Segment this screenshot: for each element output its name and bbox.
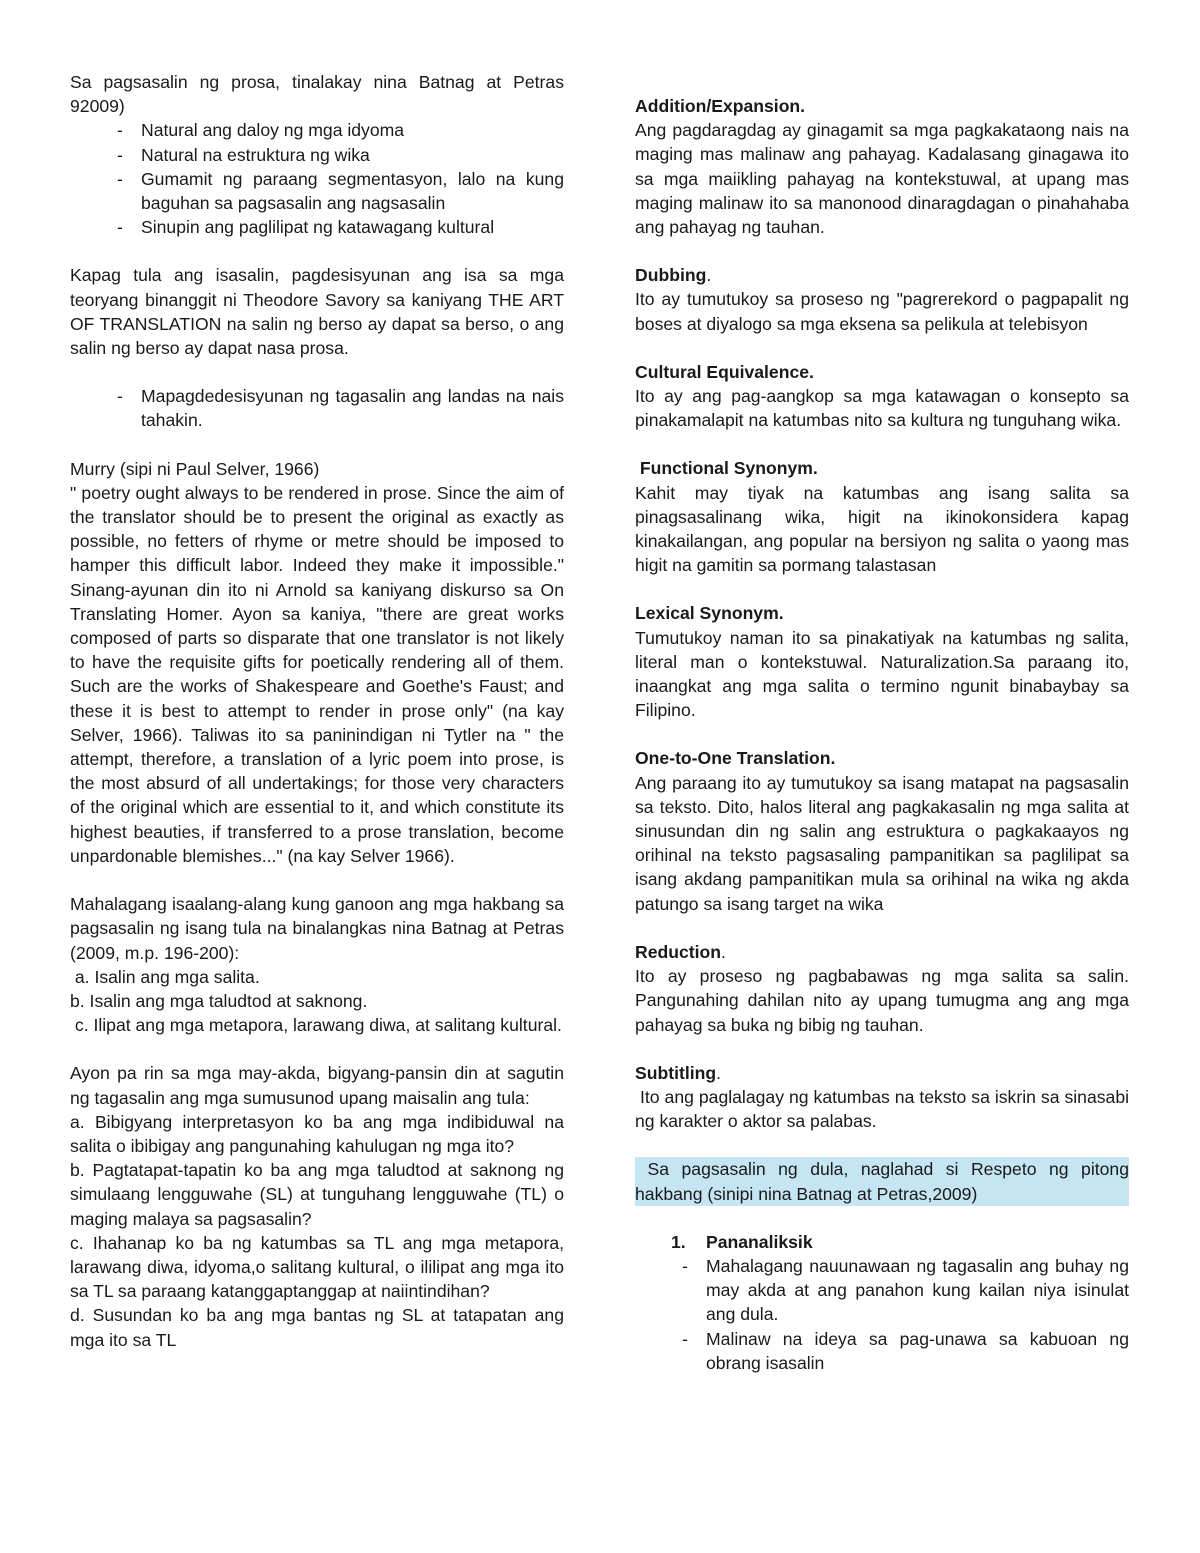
hakbang-item: b. Isalin ang mga taludtod at saknong. [70, 990, 368, 1011]
section-dubbing [635, 263, 1129, 336]
section-functional-synonym [635, 456, 1129, 577]
section-reduction [635, 940, 1129, 1037]
section-cultural-equivalence [635, 360, 1129, 433]
section-heading: One-to-One Translation. [635, 748, 836, 769]
section-heading: Functional Synonym. [635, 458, 818, 479]
right-column [635, 94, 1134, 1375]
heading-suffix: . [716, 1062, 721, 1083]
section-body: Ito ay proseso ng pagbabawas ng mga salita sa salin. Pangunahing dahilan nito ay upang tumugma ang ang mga pahayag sa buka ng bibig ng tauhan. [635, 966, 1129, 1035]
prose-intro: Sa pagsasalin ng prosa, tinalakay nina Batnag at Petras 92009) [70, 72, 564, 117]
heading-suffix: . [721, 941, 726, 962]
section-body: Kahit may tiyak na katumbas ang isang salita sa pinagsasalinang wika, higit na ikinokonsidera kapag kinakailangan, ang popular na bersiyon ng salita o yaong mas higit na gamitin sa pormang talastasan [635, 482, 1129, 576]
murry-quote: " poetry ought always to be rendered in prose. Since the aim of the translator should be to present the original as exactly as possible, no fetters of rhyme or metre should be imposed to hamper this difficult labor. Indeed they make it impossible." Sinang-ayunan din ito ni Arnold sa kaniyang diskurso sa On Translating Homer. Ayon sa kaniya, "there are great works composed of parts so disparate that one translator is not likely to have the requisite gifts for poetically rendering all of them. Such are the works of Shakespeare and Goethe's Faust; and these it is best to attempt to render in prose only" (na kay Selver, 1966). Taliwas ito sa paninindigan ni Tytler na " the attempt, therefore, a translation of a lyric poem into prose, is the most absurd of all undertakings; for those very characters of the original which are essential to it, and which constitute its highest beauties, if transferred to a prose translation, become unpardonable blemishes..." (na kay Selver 1966). [70, 482, 564, 866]
section-addition [635, 94, 1129, 239]
ayon-intro: Ayon pa rin sa mga may-akda, bigyang-pansin din at sagutin ng tagasalin ang mga sumusunod upang maisalin ang tula: [70, 1063, 564, 1108]
section-body: Ang pagdaragdag ay ginagamit sa mga pagkakataong nais na maging mas malinaw ang pahayag. Kadalasang ginagawa ito sa mga maiikling pahayag na kontekstuwal, at upang mas maging malinaw ito sa manonood dinaragdagan o pinahahaba ang pahayag ng tauhan. [635, 120, 1129, 238]
section-body: Tumutukoy naman ito sa pinakatiyak na katumbas ng salita, literal man o kontekstuwal. Naturalization.Sa paraang ito, inaangkat ang mga salita o termino ngunit binabaybay sa Filipino. [635, 627, 1129, 721]
section-heading: Subtitling [635, 1062, 717, 1083]
list-item: - Gumamit ng paraang segmentasyon, lalo na kung baguhan sa pagsasalin ang nagsasalin [70, 167, 564, 215]
list-item: - Malinaw na ideya sa pag-unawa sa kabuoan ng obrang isasalin [635, 1327, 1129, 1375]
list-item: - Natural ang daloy ng mga idyoma [70, 118, 564, 142]
left-column [70, 70, 564, 1352]
list-item: - Natural na estruktura ng wika [70, 143, 564, 167]
hakbang-item: c. Ilipat ang mga metapora, larawang diwa, at salitang kultural. [70, 1015, 562, 1036]
section-lexical-synonym [635, 601, 1129, 722]
step-bullet-list [635, 1254, 1129, 1375]
tanong-item: c. Ihahanap ko ba ng katumbas sa TL ang mga metapora, larawang diwa, idyoma,o salitang kultural, o ililipat ang mga ito sa TL sa paraang katanggaptanggap at naiintindihan? [70, 1232, 564, 1302]
section-one-to-one [635, 746, 1129, 915]
tanong-item: b. Pagtatapat-tapatin ko ba ang mga taludtod at saknong ng simulaang lengguwahe (SL) at tunguhang lengguwahe (TL) o maging malaya sa pagsasalin? [70, 1160, 564, 1229]
tanong-item: d. Susundan ko ba ang mga bantas ng SL at tatapatan ang mga ito sa TL [70, 1305, 564, 1350]
section-heading: Cultural Equivalence. [635, 361, 814, 382]
section-heading: Lexical Synonym. [635, 603, 784, 624]
heading-suffix: . [706, 265, 712, 286]
section-body: Ito ay tumutukoy sa proseso ng "pagrerekord o pagpapalit ng boses at diyalogo sa mga eksena sa pelikula at telebisyon [635, 289, 1129, 334]
murry-source: Murry (sipi ni Paul Selver, 1966) [70, 458, 320, 479]
section-heading: Dubbing [635, 265, 707, 286]
tanong-item: a. Bibigyang interpretasyon ko ba ang mga indibiduwal na salita o ibibigay ang pangunahing kahulugan ng mga ito? [70, 1111, 564, 1156]
hakbang-intro: Mahalagang isaalang-alang kung ganoon ang mga hakbang sa pagsasalin ng isang tula na binalangkas nina Batnag at Petras (2009, m.p. 196-200): [70, 894, 564, 963]
section-body: Ito ay ang pag-aangkop sa mga katawagan o konsepto sa pinakamalapit na katumbas nito sa kultura ng tunguhang wika. [635, 386, 1129, 431]
section-body: Ang paraang ito ay tumutukoy sa isang matapat na pagsasalin sa teksto. Dito, halos literal ang pagkakasalin ng mga salita at sinusundan din ng salin ang estruktura o pagkakaayos ng orihinal na teksto pagsasaling pampanitikan sa paglilipat sa isang akdang pampanitikan mula sa orihinal na wika ng akda patungo sa isang target na wika [635, 772, 1129, 914]
step-heading [635, 1230, 1129, 1254]
list-item: - Mahalagang nauunawaan ng tagasalin ang buhay ng may akda at ang panahon kung kailan niya isinulat ang dula. [635, 1254, 1129, 1327]
dula-highlight: Sa pagsasalin ng dula, naglahad si Respeto ng pitong hakbang (sinipi nina Batnag at Petras,2009) [635, 1157, 1129, 1205]
section-subtitling [635, 1061, 1134, 1134]
hakbang-item: a. Isalin ang mga salita. [70, 966, 260, 987]
section-body: Ito ang paglalagay ng katumbas na teksto sa iskrin sa sinasabi ng karakter o aktor sa palabas. [635, 1086, 1134, 1132]
section-heading: Addition/Expansion. [635, 96, 806, 116]
tula-bullet-list [70, 384, 564, 432]
prose-bullet-list [70, 118, 564, 239]
tula-paragraph: Kapag tula ang isasalin, pagdesisyunan ang isa sa mga teoryang binanggit ni Theodore Savory sa kaniyang THE ART OF TRANSLATION na salin ng berso ay dapat sa berso, o ang salin ng berso ay dapat nasa prosa. [70, 265, 564, 359]
list-item: - Sinupin ang paglilipat ng katawagang kultural [70, 215, 564, 239]
list-item: - Mapagdedesisyunan ng tagasalin ang landas na nais tahakin. [70, 384, 564, 432]
step-number: 1. [671, 1231, 686, 1252]
section-heading: Reduction [635, 941, 722, 962]
step-title: Pananaliksik [706, 1231, 813, 1252]
